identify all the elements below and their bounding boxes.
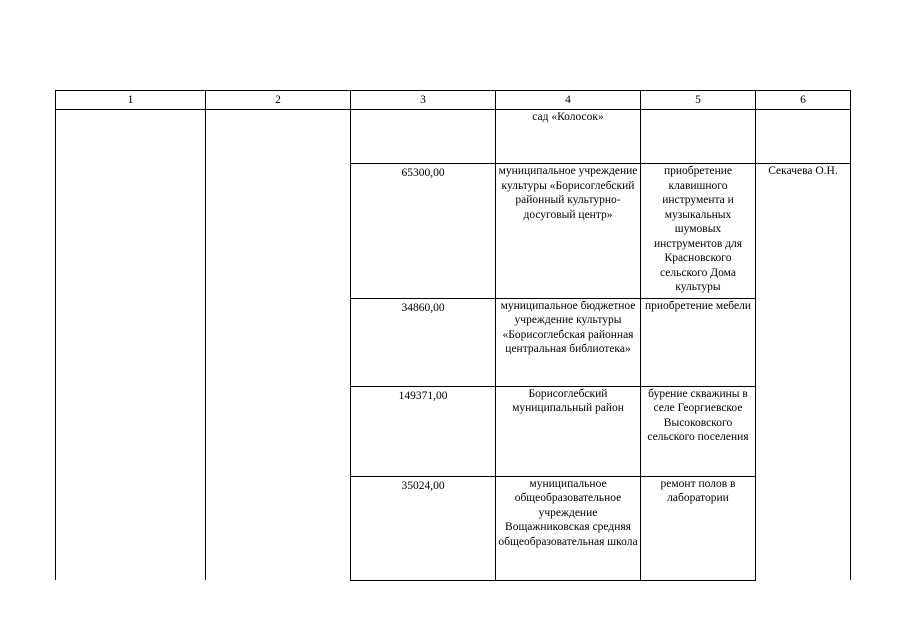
column-header: 3 — [351, 91, 496, 110]
purpose-cell: ремонт полов в лаборатории — [641, 476, 756, 580]
recipient-cell: муниципальное бюджетное учреждение культуры «Борисоглебская районная центральная библиотека» — [496, 298, 641, 386]
column2-cell — [206, 110, 351, 581]
purpose-cell: бурение скважины в селе Георгиевское Высоковского сельского поселения — [641, 386, 756, 476]
purpose-cell: приобретение клавишного инструмента и музыкальных шумовых инструментов для Красновского сельского Дома культуры — [641, 164, 756, 299]
purpose-cell: приобретение мебели — [641, 298, 756, 386]
amount-cell — [351, 110, 496, 164]
recipient-cell: муниципальное общеобразовательное учреждение Вощажниковская средняя общеобразовательная школа — [496, 476, 641, 580]
purpose-cell — [641, 110, 756, 164]
table-row — [56, 110, 851, 164]
column-header: 5 — [641, 91, 756, 110]
table-header-row — [56, 91, 851, 110]
responsible-cell — [756, 110, 851, 164]
amount-cell: 149371,00 — [351, 386, 496, 476]
amount-cell: 65300,00 — [351, 164, 496, 299]
column-header: 4 — [496, 91, 641, 110]
column-header: 2 — [206, 91, 351, 110]
responsible-cell: Секачева О.Н. — [756, 164, 851, 581]
column1-cell — [56, 110, 206, 581]
amount-cell: 35024,00 — [351, 476, 496, 580]
recipient-cell: муниципальное учреждение культуры «Борисоглебский районный культурно-досуговый центр» — [496, 164, 641, 299]
recipient-cell: Борисоглебский муниципальный район — [496, 386, 641, 476]
recipient-cell: сад «Колосок» — [496, 110, 641, 164]
column-header: 6 — [756, 91, 851, 110]
allocation-table — [55, 90, 851, 581]
amount-cell: 34860,00 — [351, 298, 496, 386]
column-header: 1 — [56, 91, 206, 110]
